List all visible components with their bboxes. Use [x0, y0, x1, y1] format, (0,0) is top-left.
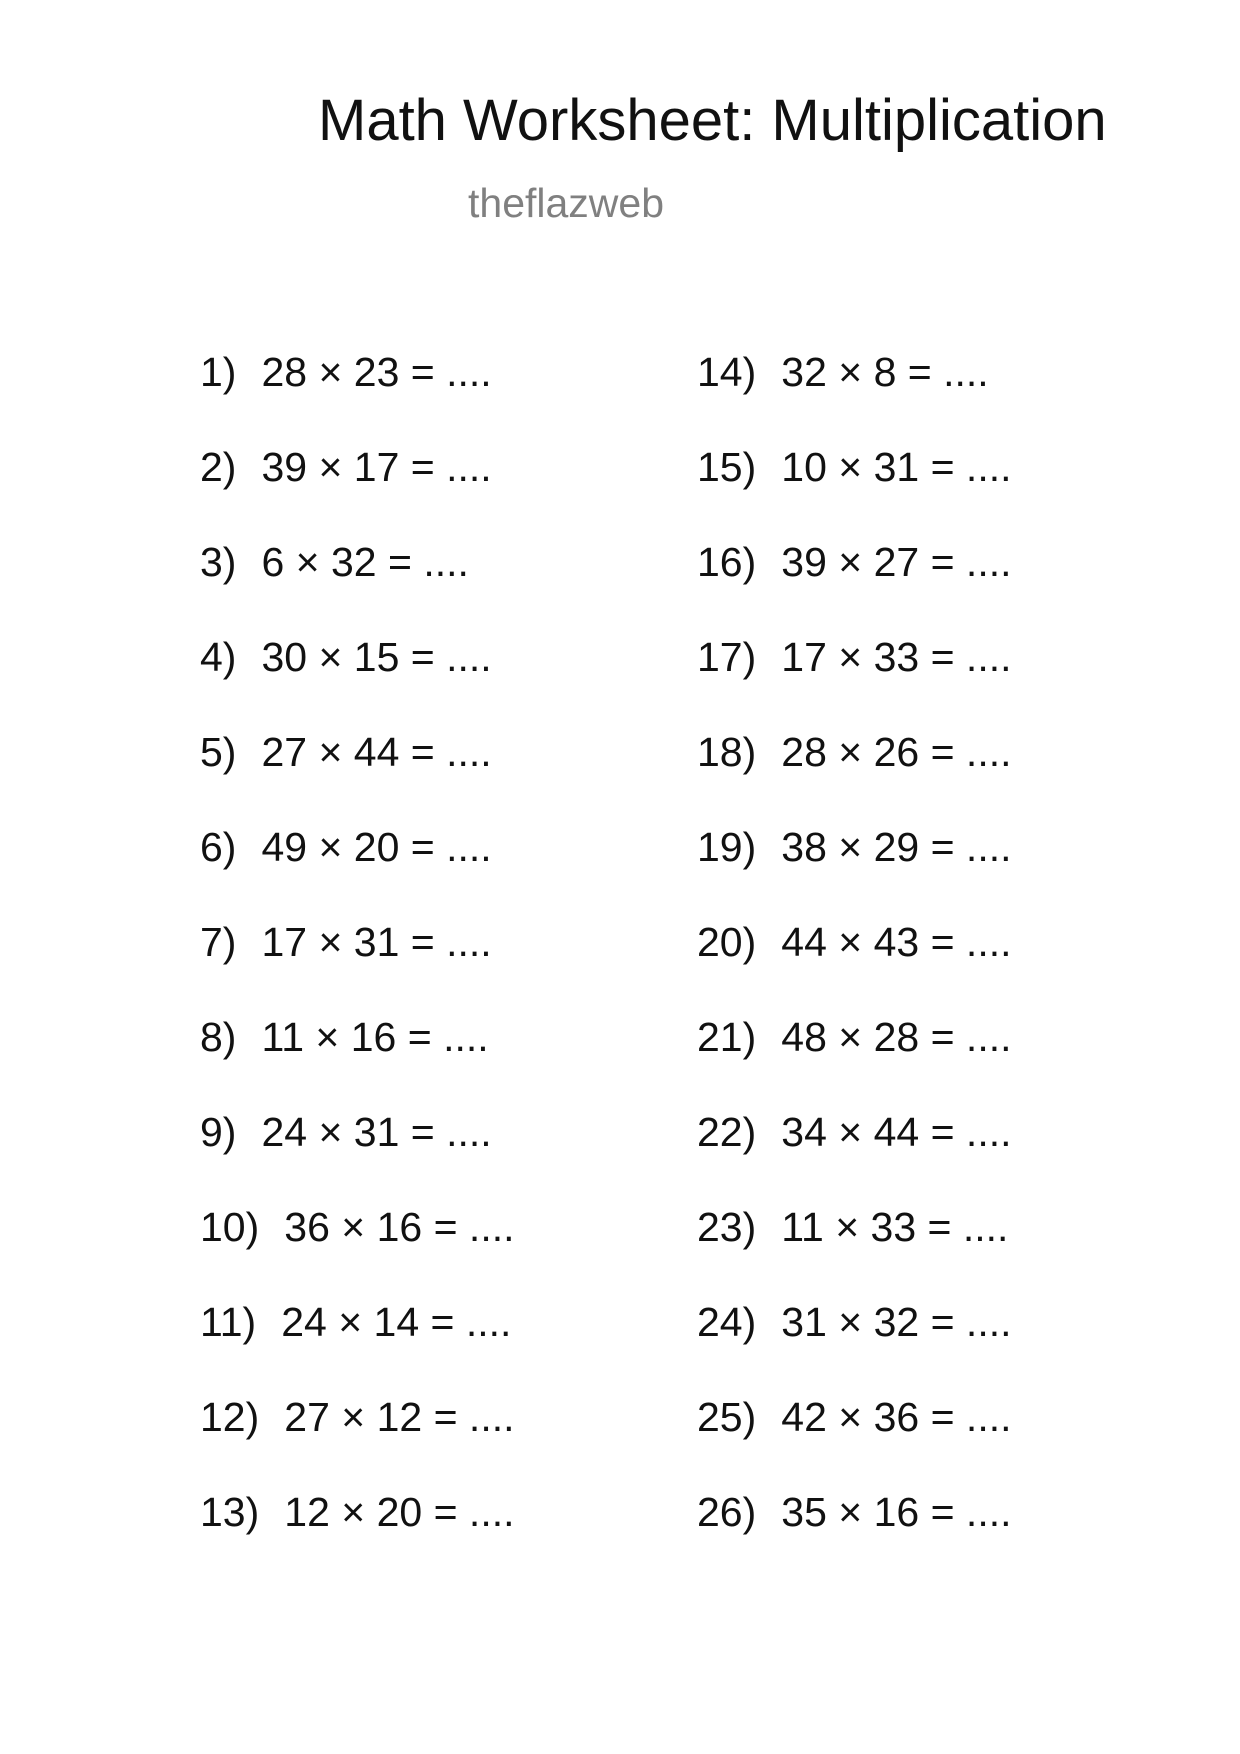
problem-item: [697, 1393, 1012, 1488]
problem-number: 25): [697, 1394, 757, 1440]
problem-item: [200, 1203, 515, 1298]
problem-number: 1): [200, 349, 237, 395]
problem-item: [200, 1108, 515, 1203]
problem-item: [200, 918, 515, 1013]
problem-number: 24): [697, 1299, 757, 1345]
problem-expression: 24 × 31 = ....: [261, 1109, 492, 1155]
problem-number: 18): [697, 729, 757, 775]
problem-item: [697, 918, 1012, 1013]
problem-number: 10): [200, 1204, 260, 1250]
problem-expression: 27 × 44 = ....: [261, 729, 492, 775]
problem-number: 2): [200, 444, 237, 490]
problem-number: 15): [697, 444, 757, 490]
problem-item: [200, 443, 515, 538]
problem-column-left: [200, 348, 515, 1583]
problem-expression: 38 × 29 = ....: [781, 824, 1012, 870]
problem-number: 13): [200, 1489, 260, 1535]
problem-expression: 36 × 16 = ....: [284, 1204, 515, 1250]
problem-item: [200, 348, 515, 443]
worksheet-author: theflazweb: [468, 180, 665, 226]
problem-item: [697, 1108, 1012, 1203]
problem-expression: 24 × 14 = ....: [281, 1299, 512, 1345]
problem-item: [200, 1393, 515, 1488]
problem-number: 21): [697, 1014, 757, 1060]
problem-number: 19): [697, 824, 757, 870]
problem-number: 4): [200, 634, 237, 680]
problem-expression: 28 × 23 = ....: [261, 349, 492, 395]
problem-number: 5): [200, 729, 237, 775]
problem-item: [200, 1488, 515, 1583]
problem-item: [200, 728, 515, 823]
problem-expression: 11 × 33 = ....: [781, 1204, 1009, 1250]
problem-item: [697, 443, 1012, 538]
problem-expression: 28 × 26 = ....: [781, 729, 1012, 775]
problem-expression: 12 × 20 = ....: [284, 1489, 515, 1535]
problem-item: [697, 1203, 1012, 1298]
problem-number: 16): [697, 539, 757, 585]
problem-expression: 39 × 17 = ....: [261, 444, 492, 490]
problem-expression: 49 × 20 = ....: [261, 824, 492, 870]
problem-expression: 17 × 31 = ....: [261, 919, 492, 965]
problem-number: 26): [697, 1489, 757, 1535]
problem-number: 12): [200, 1394, 260, 1440]
problem-expression: 35 × 16 = ....: [781, 1489, 1012, 1535]
problem-number: 6): [200, 824, 237, 870]
problem-number: 17): [697, 634, 757, 680]
problem-item: [200, 633, 515, 728]
problem-item: [697, 348, 1012, 443]
problem-item: [697, 1488, 1012, 1583]
problem-expression: 10 × 31 = ....: [781, 444, 1012, 490]
problem-item: [697, 728, 1012, 823]
problem-number: 3): [200, 539, 237, 585]
problem-item: [697, 538, 1012, 633]
problem-item: [200, 823, 515, 918]
problem-expression: 34 × 44 = ....: [781, 1109, 1012, 1155]
problem-expression: 39 × 27 = ....: [781, 539, 1012, 585]
problem-item: [200, 1298, 515, 1393]
problem-item: [200, 538, 515, 633]
problem-expression: 42 × 36 = ....: [781, 1394, 1012, 1440]
problem-expression: 48 × 28 = ....: [781, 1014, 1012, 1060]
problem-number: 11): [200, 1299, 257, 1345]
problem-number: 22): [697, 1109, 757, 1155]
problem-number: 7): [200, 919, 237, 965]
problem-expression: 6 × 32 = ....: [261, 539, 469, 585]
problem-number: 8): [200, 1014, 237, 1060]
problem-number: 14): [697, 349, 757, 395]
problem-number: 9): [200, 1109, 237, 1155]
problem-expression: 27 × 12 = ....: [284, 1394, 515, 1440]
problem-item: [697, 633, 1012, 728]
problem-number: 23): [697, 1204, 757, 1250]
problem-item: [697, 1298, 1012, 1393]
problem-column-right: [697, 348, 1012, 1583]
problem-expression: 17 × 33 = ....: [781, 634, 1012, 680]
problem-item: [200, 1013, 515, 1108]
problem-number: 20): [697, 919, 757, 965]
worksheet-title: Math Worksheet: Multiplication: [318, 88, 1107, 153]
problem-expression: 11 × 16 = ....: [261, 1014, 489, 1060]
problem-expression: 31 × 32 = ....: [781, 1299, 1012, 1345]
problem-expression: 32 × 8 = ....: [781, 349, 989, 395]
problem-expression: 30 × 15 = ....: [261, 634, 492, 680]
problem-expression: 44 × 43 = ....: [781, 919, 1012, 965]
problem-item: [697, 1013, 1012, 1108]
problem-item: [697, 823, 1012, 918]
